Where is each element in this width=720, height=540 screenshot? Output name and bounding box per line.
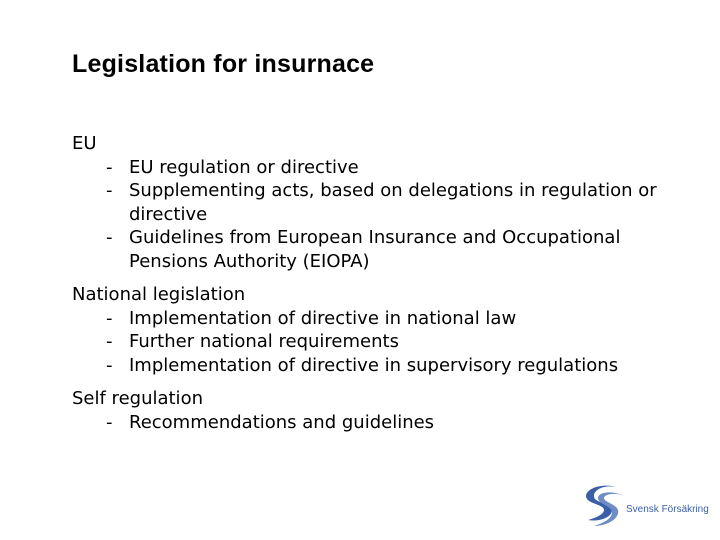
svensk-forsakring-logo: [582, 482, 709, 528]
section-eu: [72, 132, 672, 273]
section-heading: Self regulation: [72, 388, 203, 409]
list-item: - Implementation of directive in national law: [72, 307, 672, 331]
section-heading: National legislation: [72, 284, 246, 305]
bullet-list: [72, 411, 672, 435]
slide-body: [72, 132, 672, 444]
list-item: - Further national requirements: [72, 330, 672, 354]
list-item: - Implementation of directive in supervisory regulations: [72, 354, 672, 378]
slide-title: Legislation for insurnace: [72, 50, 375, 78]
section-heading: EU: [72, 133, 97, 154]
list-item: - Guidelines from European Insurance and Occupational Pensions Authority (EIOPA): [72, 226, 672, 273]
list-item: - Recommendations and guidelines: [72, 411, 672, 435]
section-national-legislation: [72, 283, 672, 377]
bullet-list: [72, 307, 672, 378]
list-item: - Supplementing acts, based on delegations in regulation or directive: [72, 179, 672, 226]
section-self-regulation: [72, 387, 672, 434]
list-item: - EU regulation or directive: [72, 156, 672, 180]
logo-text: Svensk Försäkring: [626, 504, 709, 515]
logo-swirl-icon: [582, 482, 628, 528]
bullet-list: [72, 156, 672, 274]
